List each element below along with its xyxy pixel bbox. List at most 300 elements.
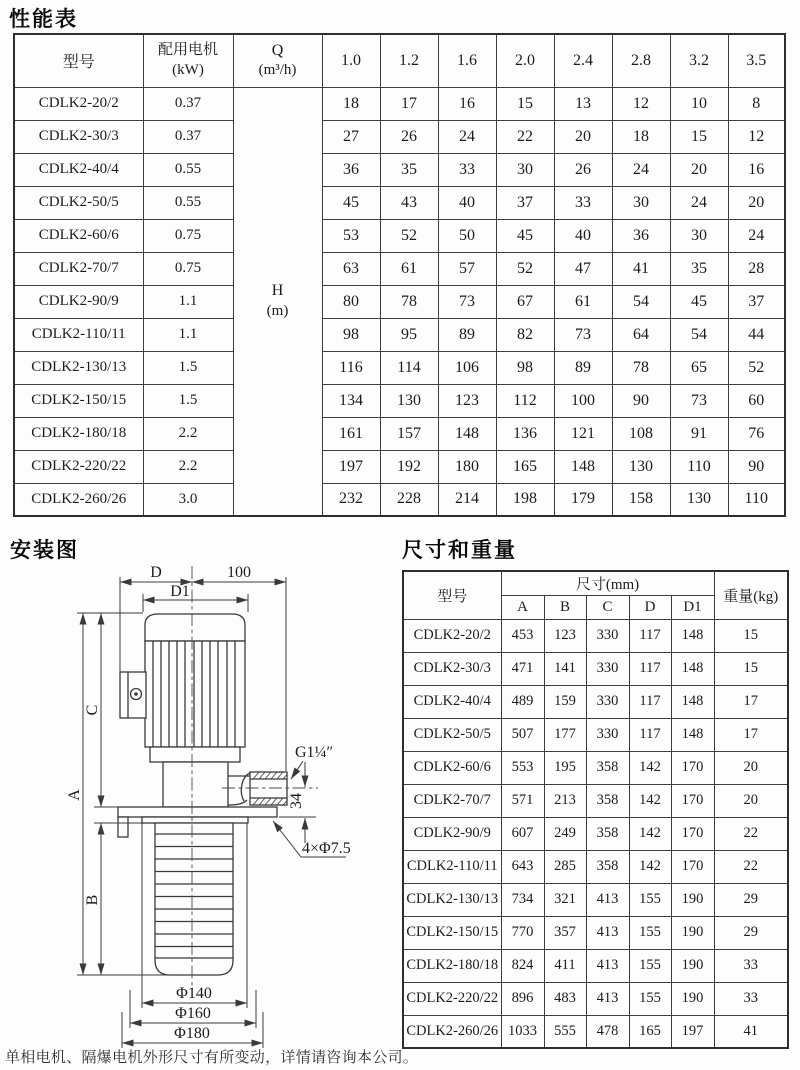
- head-value-cell: 80: [322, 285, 380, 318]
- dim-b-cell: 159: [544, 685, 586, 718]
- head-value-cell: 121: [554, 417, 612, 450]
- dimension-row: [403, 850, 788, 883]
- head-value-cell: 158: [612, 483, 670, 516]
- head-value-cell: 116: [322, 351, 380, 384]
- head-value-cell: 18: [322, 87, 380, 120]
- head-value-cell: 73: [438, 285, 496, 318]
- phi140-label: Φ140: [176, 985, 212, 1002]
- flow-value-header-cell: 2.8: [612, 34, 670, 87]
- power-cell: 0.75: [143, 252, 233, 285]
- model-cell: CDLK2-50/5: [14, 186, 143, 219]
- head-value-cell: 67: [496, 285, 554, 318]
- head-value-cell: 20: [728, 186, 785, 219]
- head-value-cell: 45: [496, 219, 554, 252]
- head-value-cell: 30: [612, 186, 670, 219]
- performance-row: [14, 285, 785, 318]
- dim-c-label: C: [84, 704, 101, 716]
- head-value-cell: 15: [670, 120, 728, 153]
- model-cell: CDLK2-30/3: [403, 652, 501, 685]
- dim-d1-label: D1: [170, 583, 190, 600]
- dim-c-cell: 330: [586, 619, 629, 652]
- performance-row: [14, 252, 785, 285]
- installation-drawing: [0, 558, 400, 1050]
- head-value-cell: 192: [380, 450, 438, 483]
- dimension-row: [403, 916, 788, 949]
- head-value-cell: 148: [438, 417, 496, 450]
- dim-a-cell: 453: [501, 619, 544, 652]
- dim-a-cell: 734: [501, 883, 544, 916]
- dim-a-cell: 553: [501, 751, 544, 784]
- dim-c-cell: 358: [586, 850, 629, 883]
- head-value-cell: 95: [380, 318, 438, 351]
- motor-header-label: 配用电机: [157, 42, 218, 59]
- head-value-cell: 165: [496, 450, 554, 483]
- dim-d1-cell: 197: [671, 1015, 714, 1048]
- dim-b-cell: 213: [544, 784, 586, 817]
- head-value-cell: 232: [322, 483, 380, 516]
- head-value-cell: 90: [612, 384, 670, 417]
- dim-d-cell: 165: [629, 1015, 671, 1048]
- installation-diagram-title: 安装图: [10, 539, 79, 562]
- mounting-plate: [118, 807, 277, 817]
- model-cell: CDLK2-70/7: [14, 252, 143, 285]
- dim-c-cell: 330: [586, 652, 629, 685]
- model-cell: CDLK2-40/4: [403, 685, 501, 718]
- head-value-cell: 27: [322, 120, 380, 153]
- head-value-cell: 45: [670, 285, 728, 318]
- head-value-cell: 136: [496, 417, 554, 450]
- head-value-cell: 98: [496, 351, 554, 384]
- dim-a-cell: 571: [501, 784, 544, 817]
- model-cell: CDLK2-90/9: [14, 285, 143, 318]
- head-value-cell: 78: [380, 285, 438, 318]
- head-value-cell: 64: [612, 318, 670, 351]
- pump-barrel: [155, 823, 233, 975]
- dim-d-label: D: [150, 564, 162, 581]
- head-value-cell: 53: [322, 219, 380, 252]
- performance-row: [14, 351, 785, 384]
- head-value-cell: 45: [322, 186, 380, 219]
- dim-b-cell: 249: [544, 817, 586, 850]
- head-value-cell: 98: [322, 318, 380, 351]
- dim-a-label: A: [66, 789, 83, 801]
- dim-d1-cell: 190: [671, 949, 714, 982]
- dim-c-cell: 413: [586, 916, 629, 949]
- dim-a-cell: 507: [501, 718, 544, 751]
- weight-cell: 20: [714, 784, 788, 817]
- weight-cell: 41: [714, 1015, 788, 1048]
- model-header-cell: 型号: [14, 34, 143, 87]
- head-value-cell: 76: [728, 417, 785, 450]
- dim-c-cell: 358: [586, 817, 629, 850]
- weight-cell: 17: [714, 718, 788, 751]
- performance-table: [13, 33, 786, 517]
- dimension-row: [403, 619, 788, 652]
- performance-row: [14, 186, 785, 219]
- dim-d1-cell: 170: [671, 784, 714, 817]
- flow-value-header-cell: 2.4: [554, 34, 612, 87]
- head-value-cell: 65: [670, 351, 728, 384]
- head-value-cell: 130: [670, 483, 728, 516]
- flow-value-header-cell: 1.6: [438, 34, 496, 87]
- head-value-cell: 30: [496, 153, 554, 186]
- weight-cell: 22: [714, 850, 788, 883]
- dim-c-cell: 358: [586, 784, 629, 817]
- performance-row: [14, 87, 785, 120]
- dimension-table: [402, 570, 789, 1049]
- power-cell: 1.1: [143, 285, 233, 318]
- dim-d-cell: 142: [629, 850, 671, 883]
- head-value-cell: 17: [380, 87, 438, 120]
- weight-cell: 29: [714, 883, 788, 916]
- footer-note: 单相电机、隔爆电机外形尺寸有所变动，详情请咨询本公司。: [5, 1049, 419, 1066]
- head-value-cell: 100: [554, 384, 612, 417]
- model-header-cell: 型号: [403, 571, 501, 619]
- head-value-cell: 13: [554, 87, 612, 120]
- weight-cell: 33: [714, 949, 788, 982]
- performance-row: [14, 219, 785, 252]
- power-cell: 2.2: [143, 417, 233, 450]
- head-value-cell: 50: [438, 219, 496, 252]
- motor-header-unit: (kW): [172, 61, 204, 78]
- dim-d1-cell: 190: [671, 916, 714, 949]
- weight-cell: 20: [714, 751, 788, 784]
- model-cell: CDLK2-60/6: [403, 751, 501, 784]
- head-value-cell: 114: [380, 351, 438, 384]
- head-value-cell: 26: [380, 120, 438, 153]
- motor-cap: [145, 614, 245, 641]
- model-cell: CDLK2-180/18: [403, 949, 501, 982]
- dim-d1-cell: 148: [671, 652, 714, 685]
- size-col-header-cell: A: [501, 595, 544, 619]
- dim-d1-cell: 190: [671, 883, 714, 916]
- q-unit: (m³/h): [258, 62, 297, 79]
- dim-d-cell: 155: [629, 916, 671, 949]
- weight-cell: 29: [714, 916, 788, 949]
- power-cell: 0.55: [143, 153, 233, 186]
- dim-d1-cell: 170: [671, 751, 714, 784]
- dim-d1-cell: 148: [671, 619, 714, 652]
- weight-cell: 15: [714, 619, 788, 652]
- dim-b-cell: 141: [544, 652, 586, 685]
- model-cell: CDLK2-220/22: [403, 982, 501, 1015]
- head-value-cell: 44: [728, 318, 785, 351]
- head-value-cell: 148: [554, 450, 612, 483]
- dim-c-cell: 413: [586, 883, 629, 916]
- dim-100-label: 100: [227, 564, 251, 581]
- head-value-cell: 57: [438, 252, 496, 285]
- flow-value-header-cell: 1.0: [322, 34, 380, 87]
- head-value-cell: 15: [496, 87, 554, 120]
- head-value-cell: 36: [612, 219, 670, 252]
- head-value-cell: 197: [322, 450, 380, 483]
- dim-b-cell: 555: [544, 1015, 586, 1048]
- power-cell: 1.5: [143, 384, 233, 417]
- head-value-cell: 61: [554, 285, 612, 318]
- head-value-cell: 36: [322, 153, 380, 186]
- flow-header-cell: [233, 34, 322, 87]
- head-value-cell: 198: [496, 483, 554, 516]
- head-value-cell: 20: [554, 120, 612, 153]
- dim-c-cell: 413: [586, 949, 629, 982]
- dim-b-cell: 285: [544, 850, 586, 883]
- flow-value-header-cell: 2.0: [496, 34, 554, 87]
- dim-a-cell: 471: [501, 652, 544, 685]
- head-value-cell: 134: [322, 384, 380, 417]
- head-value-cell: 37: [728, 285, 785, 318]
- dim-a-cell: 489: [501, 685, 544, 718]
- head-value-cell: 40: [438, 186, 496, 219]
- head-value-cell: 82: [496, 318, 554, 351]
- dim-a-cell: 607: [501, 817, 544, 850]
- performance-row: [14, 417, 785, 450]
- dim-d-cell: 117: [629, 619, 671, 652]
- dimension-row: [403, 1015, 788, 1048]
- head-value-cell: 130: [380, 384, 438, 417]
- model-cell: CDLK2-40/4: [14, 153, 143, 186]
- dimension-row: [403, 751, 788, 784]
- dim-c-cell: 478: [586, 1015, 629, 1048]
- model-cell: CDLK2-110/11: [403, 850, 501, 883]
- model-cell: CDLK2-260/26: [403, 1015, 501, 1048]
- phi180-label: Φ180: [174, 1025, 210, 1042]
- dim-b-cell: 177: [544, 718, 586, 751]
- mounting-tab: [118, 817, 128, 837]
- q-label: Q: [271, 41, 284, 59]
- model-cell: CDLK2-110/11: [14, 318, 143, 351]
- size-col-header-cell: D1: [671, 595, 714, 619]
- dim-c-cell: 358: [586, 751, 629, 784]
- dim-b-cell: 411: [544, 949, 586, 982]
- model-cell: CDLK2-20/2: [14, 87, 143, 120]
- dim-b-cell: 123: [544, 619, 586, 652]
- head-value-cell: 123: [438, 384, 496, 417]
- weight-cell: 22: [714, 817, 788, 850]
- model-cell: CDLK2-50/5: [403, 718, 501, 751]
- head-value-cell: 22: [496, 120, 554, 153]
- dim-d-cell: 155: [629, 949, 671, 982]
- power-cell: 1.1: [143, 318, 233, 351]
- weight-cell: 17: [714, 685, 788, 718]
- dim-d-cell: 117: [629, 685, 671, 718]
- head-value-cell: 108: [612, 417, 670, 450]
- head-value-cell: 228: [380, 483, 438, 516]
- head-value-cell: 52: [728, 351, 785, 384]
- head-value-cell: 89: [438, 318, 496, 351]
- dim-a-cell: 896: [501, 982, 544, 1015]
- dim-b-cell: 357: [544, 916, 586, 949]
- size-group-header-cell: 尺寸(mm): [501, 571, 714, 595]
- performance-row: [14, 450, 785, 483]
- head-value-cell: 16: [728, 153, 785, 186]
- head-value-cell: 20: [670, 153, 728, 186]
- head-value-cell: 54: [612, 285, 670, 318]
- model-cell: CDLK2-70/7: [403, 784, 501, 817]
- head-value-cell: 179: [554, 483, 612, 516]
- head-value-cell: 33: [438, 153, 496, 186]
- model-cell: CDLK2-60/6: [14, 219, 143, 252]
- dim-a-cell: 824: [501, 949, 544, 982]
- dimension-header-row-1: [403, 571, 788, 595]
- model-cell: CDLK2-150/15: [14, 384, 143, 417]
- bolt-holes-label: 4×Φ7.5: [302, 840, 351, 857]
- head-value-cell: 30: [670, 219, 728, 252]
- performance-table-title: 性能表: [9, 8, 78, 31]
- head-value-cell: 28: [728, 252, 785, 285]
- dim-a-cell: 1033: [501, 1015, 544, 1048]
- head-unit-cell: [233, 87, 322, 516]
- dim-d1-cell: 170: [671, 817, 714, 850]
- size-col-header-cell: D: [629, 595, 671, 619]
- size-col-header-cell: B: [544, 595, 586, 619]
- head-value-cell: 180: [438, 450, 496, 483]
- model-cell: CDLK2-130/13: [403, 883, 501, 916]
- head-value-cell: 89: [554, 351, 612, 384]
- dimension-row: [403, 685, 788, 718]
- thread-size-label: G1¼″: [295, 744, 334, 761]
- head-value-cell: 214: [438, 483, 496, 516]
- dim-a-cell: 770: [501, 916, 544, 949]
- performance-row: [14, 483, 785, 516]
- dimension-row: [403, 784, 788, 817]
- head-value-cell: 12: [728, 120, 785, 153]
- performance-row: [14, 318, 785, 351]
- outlet-elbow: [228, 773, 250, 805]
- dimension-row: [403, 883, 788, 916]
- dim-b-label: B: [84, 894, 101, 906]
- plate-lip: [142, 817, 248, 823]
- pump-head: [163, 762, 228, 807]
- head-value-cell: 43: [380, 186, 438, 219]
- dimension-row: [403, 817, 788, 850]
- head-value-cell: 78: [612, 351, 670, 384]
- head-value-cell: 106: [438, 351, 496, 384]
- dimension-row: [403, 652, 788, 685]
- performance-row: [14, 120, 785, 153]
- head-value-cell: 24: [728, 219, 785, 252]
- model-cell: CDLK2-180/18: [14, 417, 143, 450]
- dim-d1-cell: 148: [671, 718, 714, 751]
- power-cell: 0.55: [143, 186, 233, 219]
- dim-b-cell: 321: [544, 883, 586, 916]
- performance-row: [14, 384, 785, 417]
- performance-header-row: [14, 34, 785, 87]
- dim-d-cell: 142: [629, 817, 671, 850]
- head-value-cell: 73: [670, 384, 728, 417]
- weight-header-cell: 重量(kg): [714, 571, 788, 619]
- head-value-cell: 54: [670, 318, 728, 351]
- dim-34-label: 34: [288, 793, 305, 809]
- head-value-cell: 60: [728, 384, 785, 417]
- terminal-box: [120, 672, 146, 718]
- head-value-cell: 110: [728, 483, 785, 516]
- flow-value-header-cell: 3.5: [728, 34, 785, 87]
- head-value-cell: 41: [612, 252, 670, 285]
- dimension-row: [403, 982, 788, 1015]
- head-value-cell: 52: [380, 219, 438, 252]
- power-cell: 0.75: [143, 219, 233, 252]
- power-cell: 2.2: [143, 450, 233, 483]
- head-value-cell: 40: [554, 219, 612, 252]
- head-value-cell: 33: [554, 186, 612, 219]
- model-cell: CDLK2-260/26: [14, 483, 143, 516]
- head-value-cell: 73: [554, 318, 612, 351]
- head-value-cell: 35: [670, 252, 728, 285]
- dim-d1-cell: 148: [671, 685, 714, 718]
- head-value-cell: 12: [612, 87, 670, 120]
- weight-cell: 15: [714, 652, 788, 685]
- h-label: H: [271, 282, 284, 300]
- head-value-cell: 52: [496, 252, 554, 285]
- head-value-cell: 110: [670, 450, 728, 483]
- dim-d-cell: 117: [629, 718, 671, 751]
- motor-body: [145, 641, 245, 747]
- pump-outline: [118, 614, 287, 975]
- dim-c-cell: 330: [586, 718, 629, 751]
- power-cell: 3.0: [143, 483, 233, 516]
- motor-base: [150, 747, 240, 762]
- flow-value-header-cell: 3.2: [670, 34, 728, 87]
- dim-d1-cell: 170: [671, 850, 714, 883]
- model-cell: CDLK2-30/3: [14, 120, 143, 153]
- weight-cell: 33: [714, 982, 788, 1015]
- size-col-header-cell: C: [586, 595, 629, 619]
- dim-b-cell: 195: [544, 751, 586, 784]
- dimension-row: [403, 949, 788, 982]
- dim-c-cell: 330: [586, 685, 629, 718]
- model-cell: CDLK2-220/22: [14, 450, 143, 483]
- head-value-cell: 35: [380, 153, 438, 186]
- model-cell: CDLK2-150/15: [403, 916, 501, 949]
- dimension-row: [403, 718, 788, 751]
- flow-value-header-cell: 1.2: [380, 34, 438, 87]
- head-value-cell: 112: [496, 384, 554, 417]
- head-value-cell: 16: [438, 87, 496, 120]
- dim-d-cell: 117: [629, 652, 671, 685]
- motor-header-cell: [143, 34, 233, 87]
- h-unit: (m): [266, 302, 289, 319]
- head-value-cell: 10: [670, 87, 728, 120]
- power-cell: 0.37: [143, 87, 233, 120]
- head-value-cell: 18: [612, 120, 670, 153]
- head-value-cell: 61: [380, 252, 438, 285]
- head-value-cell: 24: [438, 120, 496, 153]
- dim-c-cell: 413: [586, 982, 629, 1015]
- head-value-cell: 130: [612, 450, 670, 483]
- dim-d-cell: 142: [629, 751, 671, 784]
- head-value-cell: 8: [728, 87, 785, 120]
- head-value-cell: 91: [670, 417, 728, 450]
- dimension-table-title: 尺寸和重量: [402, 539, 517, 562]
- head-value-cell: 24: [670, 186, 728, 219]
- dim-a-cell: 643: [501, 850, 544, 883]
- dim-d-cell: 142: [629, 784, 671, 817]
- power-cell: 1.5: [143, 351, 233, 384]
- dim-d1-cell: 190: [671, 982, 714, 1015]
- power-cell: 0.37: [143, 120, 233, 153]
- head-value-cell: 24: [612, 153, 670, 186]
- dim-d-cell: 155: [629, 982, 671, 1015]
- head-value-cell: 157: [380, 417, 438, 450]
- head-value-cell: 47: [554, 252, 612, 285]
- head-value-cell: 26: [554, 153, 612, 186]
- head-value-cell: 161: [322, 417, 380, 450]
- model-cell: CDLK2-130/13: [14, 351, 143, 384]
- dim-d-cell: 155: [629, 883, 671, 916]
- head-value-cell: 63: [322, 252, 380, 285]
- model-cell: CDLK2-90/9: [403, 817, 501, 850]
- head-value-cell: 37: [496, 186, 554, 219]
